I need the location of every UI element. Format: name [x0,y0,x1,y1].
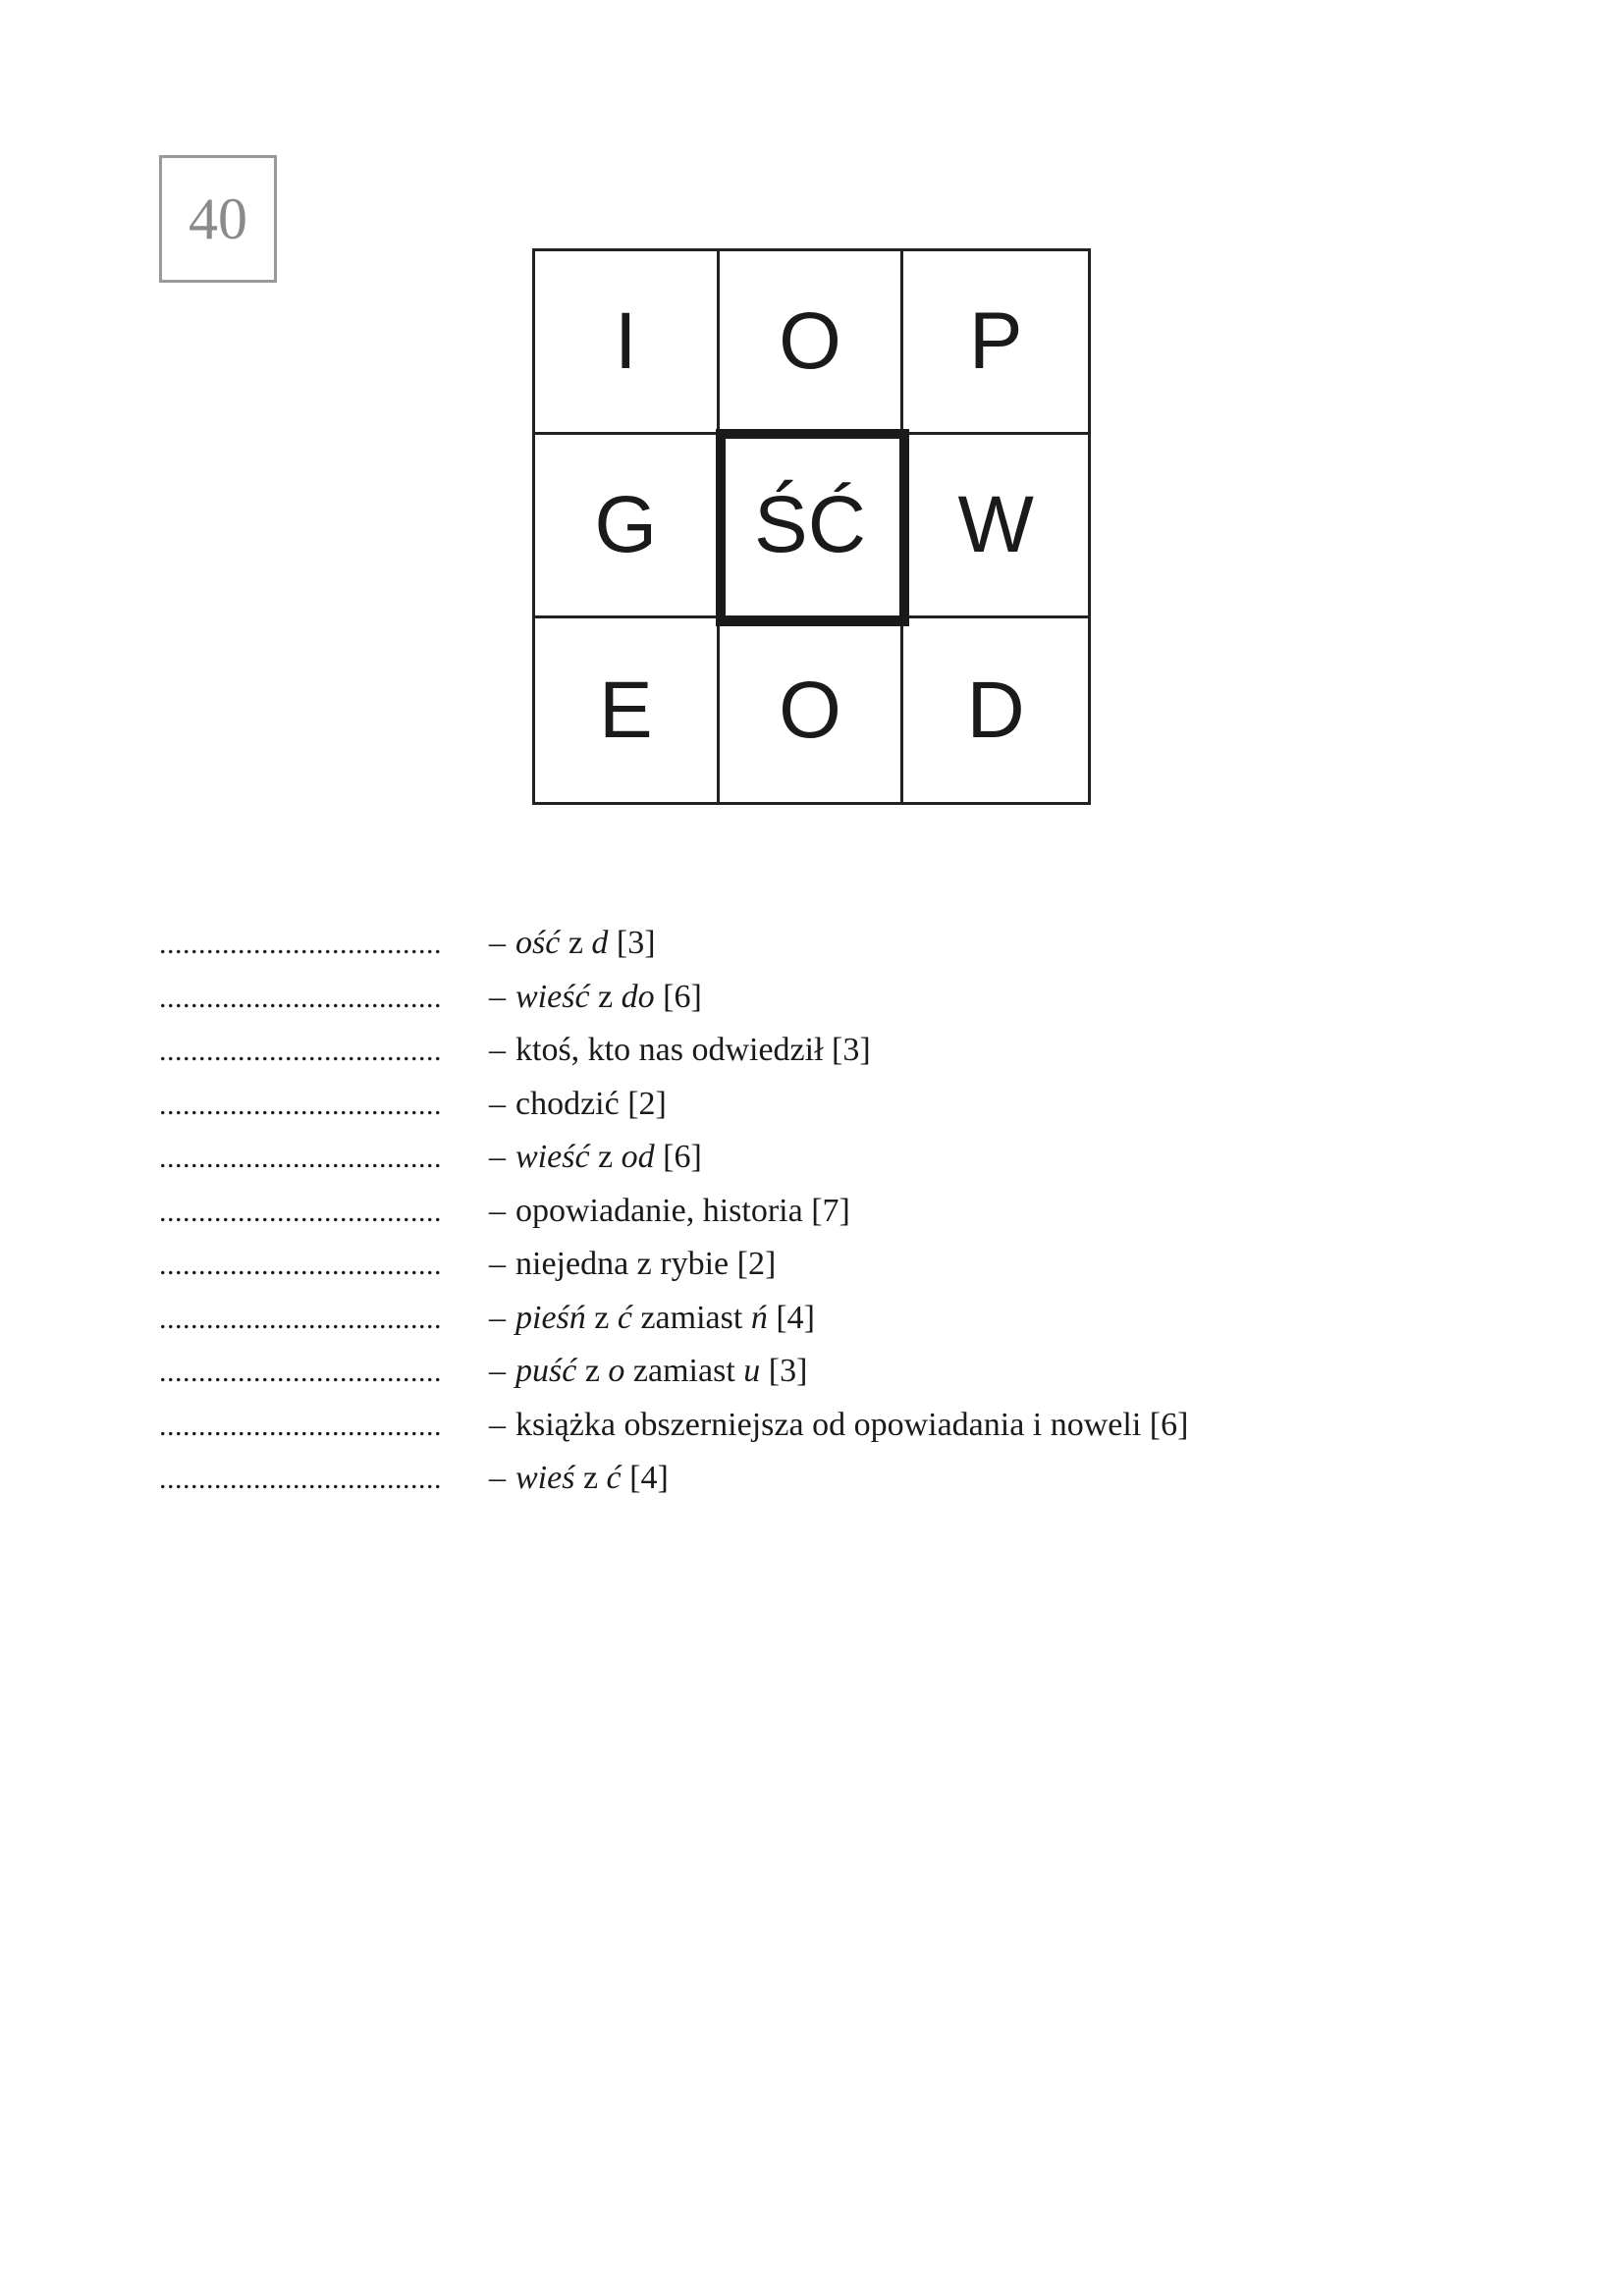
clue-italic-segment: d [591,925,609,961]
clue-italic-segment: ć [617,1299,632,1336]
answer-blank[interactable]: .................................... [159,1195,442,1228]
clue-dash: – [489,1032,506,1068]
clue-italic-segment: ń [750,1299,768,1336]
clue-segment: książka obszerniejsza od opowiadania i noweli [6] [515,1406,1189,1443]
grid-cell: G [535,435,720,618]
grid-cell: O [720,618,904,802]
clue-italic-segment: do [621,978,655,1015]
grid-cell: E [535,618,720,802]
clue-dash: – [489,1139,506,1175]
answer-blank[interactable]: .................................... [159,1035,442,1067]
clue-text [515,1399,1188,1453]
clue-segment: z [576,1353,609,1389]
answer-blank[interactable]: .................................... [159,1249,442,1281]
clue-text [515,1185,850,1239]
clue-text [515,971,702,1025]
clue-text [515,1292,815,1346]
clue-segment: ktoś, kto nas odwiedził [3] [515,1032,871,1068]
clue-dash: – [489,1085,506,1122]
clue-dash: – [489,1406,506,1443]
clue-segment: [6] [654,978,702,1015]
answer-blank[interactable]: .................................... [159,1088,442,1121]
clue-text [515,1024,871,1078]
clue-text [515,917,656,971]
answer-blank[interactable]: .................................... [159,928,442,960]
clue-italic-segment: ć [606,1460,622,1496]
clue-text [515,1238,776,1292]
clue-row [159,1292,1435,1346]
clue-segment: z [589,1139,622,1175]
clue-segment: z [560,925,592,961]
clue-segment: [6] [654,1139,702,1175]
clue-italic-segment: wieś [515,1460,575,1496]
clue-segment: z [574,1460,607,1496]
clue-list [159,917,1435,1506]
clue-text [515,1452,669,1506]
clue-segment: zamiast [624,1353,744,1389]
clue-dash: – [489,1353,506,1389]
answer-blank[interactable]: .................................... [159,1409,442,1442]
answer-blank[interactable]: .................................... [159,1356,442,1388]
clue-segment: opowiadanie, historia [7] [515,1192,850,1229]
clue-dash: – [489,925,506,961]
clue-italic-segment: pieśń [515,1299,586,1336]
grid-cell: D [966,665,1025,755]
clue-italic-segment: puść [515,1353,577,1389]
clue-dash: – [489,1460,506,1496]
clue-row [159,1238,1435,1292]
clue-row [159,917,1435,971]
grid-cell: O [720,251,904,435]
clue-italic-segment: u [743,1353,761,1389]
clue-row [159,1024,1435,1078]
clue-italic-segment: wieść [515,1139,590,1175]
letter-grid [532,248,1091,805]
clue-segment: [4] [621,1460,669,1496]
clue-row [159,1078,1435,1132]
clue-segment: [3] [608,925,656,961]
clue-segment: [3] [760,1353,808,1389]
clue-italic-segment: od [621,1139,655,1175]
clue-segment: chodzić [2] [515,1085,667,1122]
clue-row [159,1131,1435,1185]
answer-blank[interactable]: .................................... [159,1463,442,1495]
grid-center-cell: ŚĆ [720,435,904,618]
clue-segment: zamiast [631,1299,751,1336]
clue-row [159,1452,1435,1506]
clue-text [515,1345,807,1399]
grid-cell: P [903,251,1088,435]
clue-dash: – [489,1192,506,1229]
clue-dash: – [489,1299,506,1336]
clue-segment: niejedna z rybie [2] [515,1246,777,1282]
clue-segment: [4] [767,1299,815,1336]
clue-italic-segment: o [608,1353,625,1389]
clue-row [159,1399,1435,1453]
grid-cell: W [903,435,1088,618]
clue-text [515,1078,667,1132]
clue-text [515,1131,702,1185]
answer-blank[interactable]: .................................... [159,1302,442,1335]
clue-italic-segment: ość [515,925,561,961]
clue-row [159,1185,1435,1239]
clue-segment: z [589,978,622,1015]
answer-blank[interactable]: .................................... [159,1142,442,1174]
clue-dash: – [489,1246,506,1282]
clue-dash: – [489,978,506,1015]
clue-row [159,971,1435,1025]
clue-segment: z [585,1299,618,1336]
clue-row [159,1345,1435,1399]
clue-italic-segment: wieść [515,978,590,1015]
page-number: 40 [159,155,277,283]
grid-cell: I [535,251,720,435]
answer-blank[interactable]: .................................... [159,981,442,1014]
